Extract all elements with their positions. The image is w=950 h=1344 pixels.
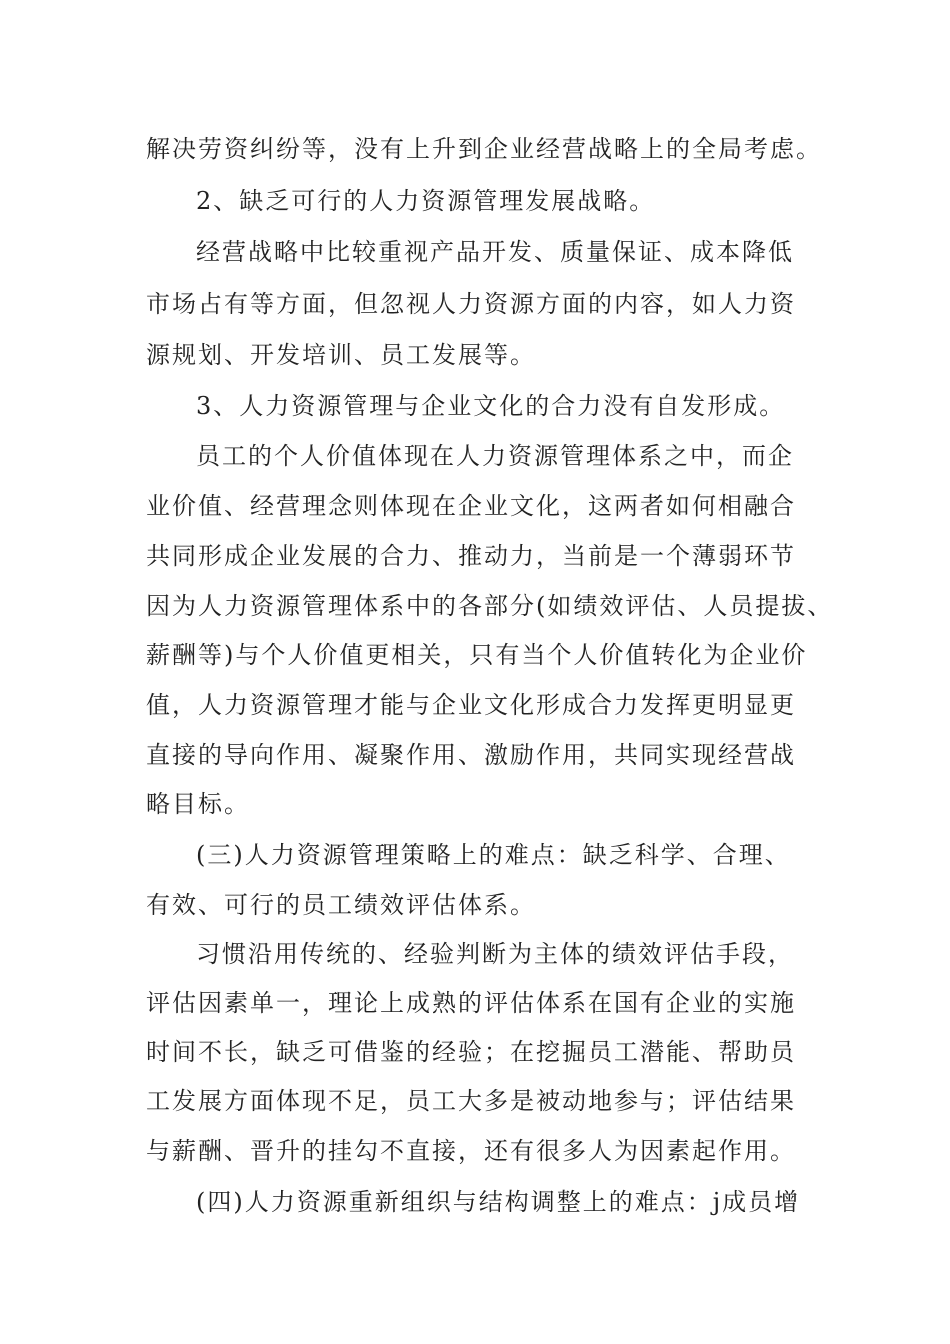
text-line: 业价值、经营理念则体现在企业文化，这两者如何相融合	[146, 492, 796, 520]
text-line: 解决劳资纠纷等，没有上升到企业经营战略上的全局考虑。	[146, 135, 822, 163]
text-line: 市场占有等方面，但忽视人力资源方面的内容，如人力资	[146, 290, 796, 318]
text-line: 员工的个人价值体现在人力资源管理体系之中，而企	[196, 442, 794, 470]
item-heading: 3、人力资源管理与企业文化的合力没有自发形成。	[196, 392, 786, 420]
section-heading: (三)人力资源管理策略上的难点：缺乏科学、合理、	[196, 841, 791, 869]
text-line: 经营战略中比较重视产品开发、质量保证、成本降低	[196, 238, 794, 266]
text-line: 直接的导向作用、凝聚作用、激励作用，共同实现经营战	[146, 741, 796, 769]
text-line: 与薪酬、晋升的挂勾不直接，还有很多人为因素起作用。	[146, 1137, 796, 1165]
text-line: 因为人力资源管理体系中的各部分(如绩效评估、人员提拔、	[146, 592, 834, 620]
text-line: 值，人力资源管理才能与企业文化形成合力发挥更明显更	[146, 691, 796, 719]
section-heading: (四)人力资源重新组织与结构调整上的难点：j成员增	[196, 1188, 801, 1216]
text-line: 略目标。	[146, 790, 250, 818]
text-line: 源规划、开发培训、员工发展等。	[146, 341, 536, 369]
text-line: 工发展方面体现不足，员工大多是被动地参与；评估结果	[146, 1087, 796, 1115]
section-heading-continued: 有效、可行的员工绩效评估体系。	[146, 891, 536, 919]
text-line: 评估因素单一，理论上成熟的评估体系在国有企业的实施	[146, 989, 796, 1017]
item-heading: 2、缺乏可行的人力资源管理发展战略。	[196, 187, 656, 215]
text-line: 习惯沿用传统的、经验判断为主体的绩效评估手段，	[196, 940, 794, 968]
text-line: 薪酬等)与个人价值更相关，只有当个人价值转化为企业价	[146, 641, 808, 669]
text-line: 共同形成企业发展的合力、推动力，当前是一个薄弱环节	[146, 542, 796, 570]
text-line: 时间不长，缺乏可借鉴的经验；在挖掘员工潜能、帮助员	[146, 1038, 796, 1066]
